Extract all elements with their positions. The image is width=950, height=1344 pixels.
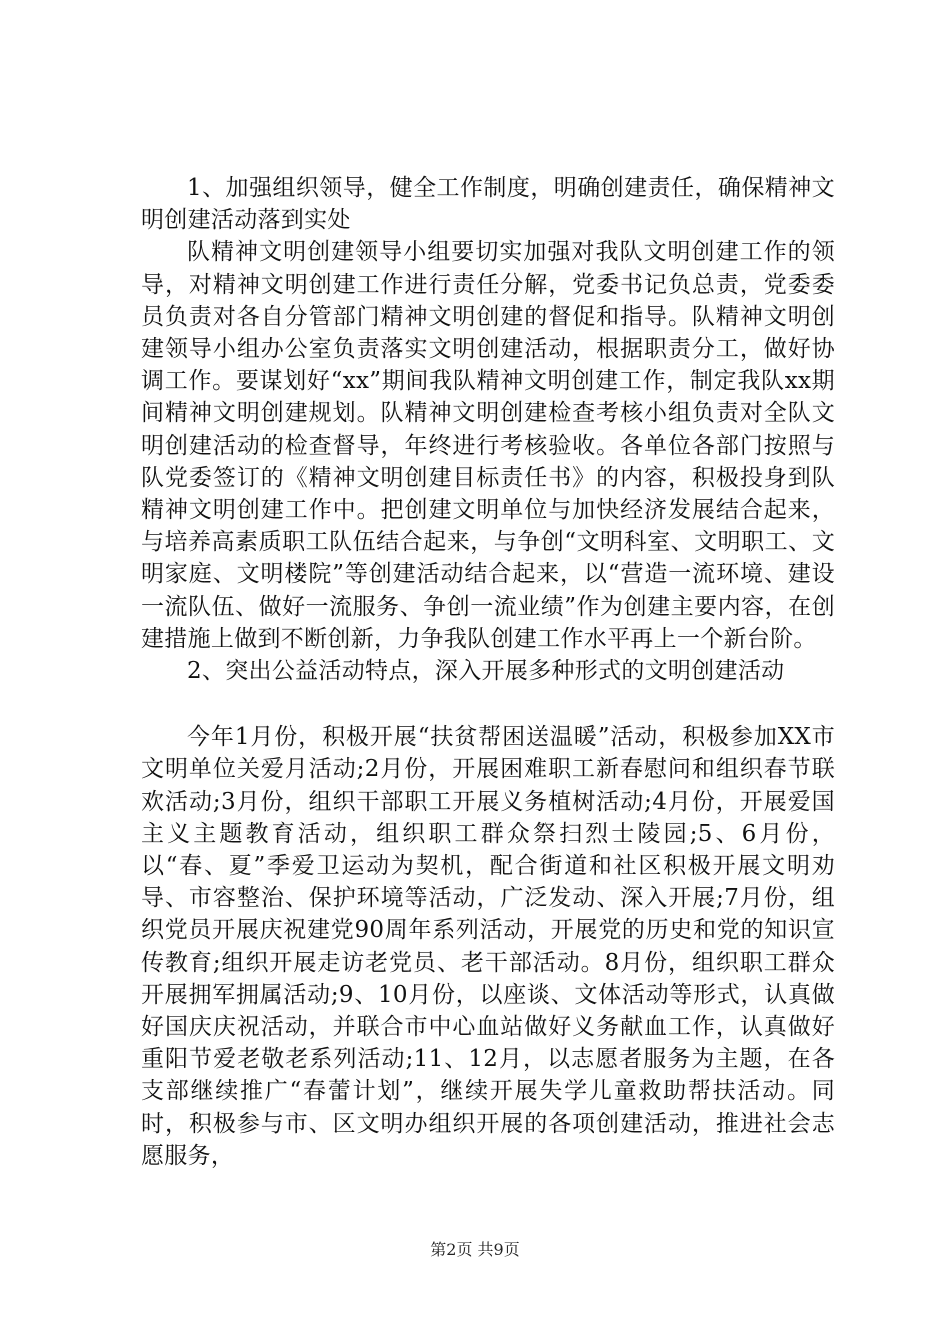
section-heading-2: 2、突出公益活动特点，深入开展多种形式的文明创建活动 bbox=[187, 658, 785, 685]
body-paragraph-1: 队精神文明创建领导小组要切实加强对我队文明创建工作的领导，对精神文明创建工作进行责任分解，党委书记负总责，党委委员负责对各自分管部门精神文明创建的督促和指导。队精神文明创建领导小组办公室负责落实文明创建活动，根据职责分工，做好协调工作。要谋划好“xx”期间我队精神文明创建工作，制定我队xx期间精神文明创建规划。队精神文明创建检查考核小组负责对全队文明创建活动的检查督导，年终进行考核验收。各单位各部门按照与队党委签订的《精神文明创建目标责任书》的内容，积极投身到队精神文明创建工作中。把创建文明单位与加快经济发展结合起来，与培养高素质职工队伍结合起来，与争创“文明科室、文明职工、文明家庭、文明楼院”等创建活动结合起来，以“营造一流环境、建设一流队伍、做好一流服务、争创一流业绩”作为创建主要内容，在创建措施上做到不断创新，力争我队创建工作水平再上一个新台阶。 bbox=[141, 239, 835, 652]
paragraph-spacer bbox=[141, 687, 835, 721]
section-heading-1: 1、加强组织领导，健全工作制度，明确创建责任，确保精神文明创建活动落到实处 bbox=[141, 175, 835, 234]
page-number-footer: 第2页 共9页 bbox=[430, 1240, 520, 1259]
body-paragraph-2: 今年1月份，积极开展“扶贫帮困送温暖”活动，积极参加XX市文明单位关爱月活动;2月份，开展困难职工新春慰问和组织春节联欢活动;3月份，组织干部职工开展义务植树活动;4月份，开展爱国主义主题教育活动，组织职工群众祭扫烈士陵园;5、6月份，以“春、夏”季爱卫运动为契机，配合街道和社区积极开展文明劝导、市容整治、保护环境等活动，广泛发动、深入开展;7月份，组织党员开展庆祝建党90周年系列活动，开展党的历史和党的知识宣传教育;组织开展走访老党员、老干部活动。8月份，组织职工群众开展拥军拥属活动;9、10月份，以座谈、文体活动等形式，认真做好国庆庆祝活动，并联合市中心血站做好义务献血工作，认真做好重阳节爱老敬老系列活动;11、12月，以志愿者服务为主题，在各支部继续推广“春蕾计划”，继续开展失学儿童救助帮扶活动。同时，积极参与市、区文明办组织开展的各项创建活动，推进社会志愿服务， bbox=[141, 724, 835, 1169]
document-body bbox=[141, 172, 835, 1172]
